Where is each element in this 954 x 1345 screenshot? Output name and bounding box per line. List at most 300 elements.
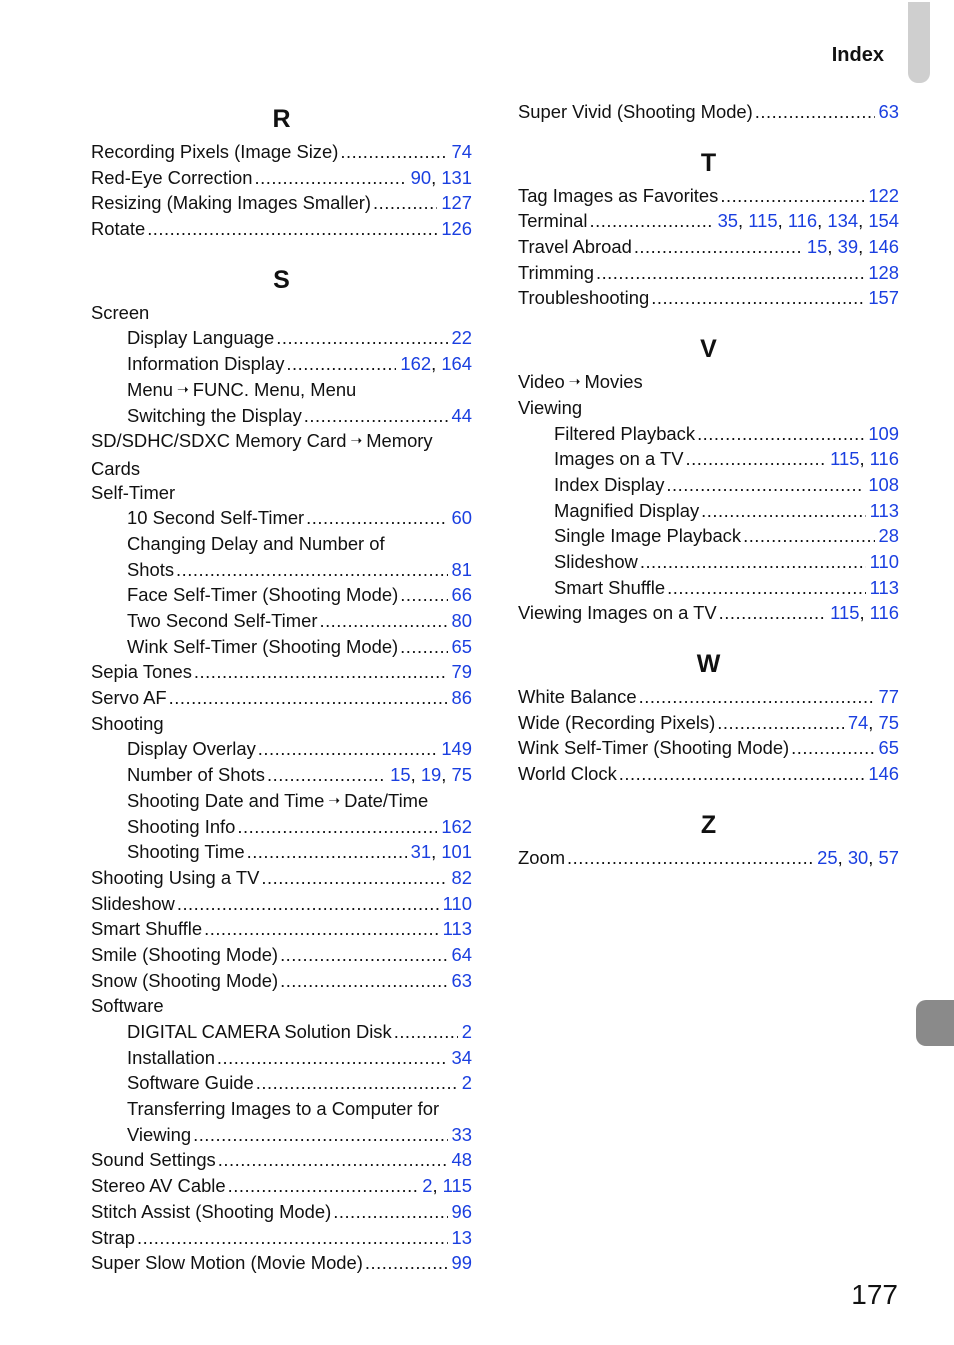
leader-dots (719, 600, 826, 626)
entry-label: Shooting Time (127, 841, 245, 863)
entry-label: Red-Eye Correction (91, 166, 253, 188)
entry-label: Super Vivid (Shooting Mode) (518, 101, 753, 122)
index-subentry (518, 472, 899, 498)
entry-label: Servo AF (91, 687, 167, 709)
page-refs (462, 1070, 472, 1096)
index-entry (91, 659, 472, 685)
index-entry (518, 710, 899, 736)
page-link[interactable]: 99 (451, 1252, 472, 1274)
entry-label: Strap (91, 1226, 135, 1248)
leader-dots (667, 575, 866, 601)
index-subentry (91, 351, 472, 377)
entry-label: Face Self-Timer (Shooting Mode) (127, 584, 399, 606)
entry-label: Smart Shuffle (554, 576, 666, 598)
leader-dots (567, 845, 813, 871)
page-refs (452, 659, 472, 685)
index-subentry (91, 582, 472, 608)
page-link[interactable]: 79 (451, 661, 472, 683)
page-link[interactable]: 162 (400, 353, 432, 375)
section-letter: T (700, 148, 717, 177)
page-link[interactable]: 33 (451, 1123, 472, 1145)
page-link[interactable]: 115 (830, 602, 860, 624)
page-link[interactable]: 30 (847, 846, 869, 868)
xref-target: Movies (584, 371, 643, 393)
page-separator: , (431, 353, 442, 375)
page-refs (848, 710, 899, 736)
leader-dots (394, 1019, 458, 1045)
entry-label: Single Image Playback (554, 525, 742, 547)
entry-label: Wink Self-Timer (Shooting Mode) (127, 635, 399, 657)
arrow-right-icon: ➝ (568, 373, 581, 390)
entry-label: Viewing Images on a TV (518, 602, 717, 624)
entry-label: Installation (127, 1046, 215, 1068)
index-entry (518, 285, 899, 311)
leader-dots (218, 1147, 448, 1173)
entry-label: Zoom (518, 846, 566, 868)
index-heading: Screen (91, 301, 150, 323)
entry-label: Switching the Display (127, 404, 302, 426)
entry-label: Sound Settings (91, 1149, 216, 1171)
page-link[interactable]: 115 (830, 448, 860, 470)
section-letter: Z (700, 810, 717, 839)
page-refs (452, 403, 472, 429)
page-link[interactable]: 31 (410, 841, 432, 863)
index-entry (518, 208, 899, 234)
entry-label: Slideshow (554, 550, 638, 572)
page-link[interactable]: 82 (451, 866, 472, 888)
page-link[interactable]: 66 (451, 584, 472, 606)
entry-label: Smile (Shooting Mode) (91, 943, 279, 965)
page-separator: , (777, 210, 788, 232)
index-heading: Self-Timer (91, 481, 176, 503)
page-link[interactable]: 127 (441, 192, 472, 214)
page-link[interactable]: 13 (451, 1226, 472, 1248)
page-refs (452, 1147, 472, 1173)
leader-dots (147, 216, 437, 242)
page-refs (868, 285, 899, 311)
page-refs (441, 190, 472, 216)
chapter-tab-top (908, 2, 930, 83)
entry-label: Magnified Display (554, 499, 700, 521)
leader-dots (743, 523, 874, 549)
leader-dots (697, 421, 864, 447)
page-link[interactable]: 2 (461, 1072, 472, 1094)
leader-dots (373, 190, 437, 216)
page-refs (443, 891, 472, 917)
entry-label: Sepia Tones (91, 661, 192, 683)
leader-dots (720, 183, 864, 209)
xref-label: Shooting Date and Time (127, 789, 325, 811)
entry-label: Shooting Using a TV (91, 866, 260, 888)
index-entry (91, 865, 472, 891)
index-subentry (91, 1070, 472, 1096)
page-link[interactable]: 113 (442, 918, 472, 940)
entry-label: Tag Images as Favorites (518, 184, 719, 206)
index-subentry (91, 505, 472, 531)
page-link[interactable]: 134 (827, 210, 859, 232)
xref-label: Menu (127, 378, 174, 400)
index-entry (518, 260, 899, 286)
page-link[interactable]: 15 (806, 236, 828, 258)
index-subentry (91, 403, 472, 429)
page-refs (868, 421, 899, 447)
index-subentry (91, 608, 472, 634)
leader-dots (640, 549, 866, 575)
entry-label: Troubleshooting (518, 287, 650, 309)
leader-dots (280, 968, 447, 994)
page-link[interactable]: 60 (451, 507, 472, 529)
page-refs (452, 557, 472, 583)
index-entry (91, 1199, 472, 1225)
arrow-right-icon: ➝ (350, 432, 363, 449)
page-separator: , (827, 236, 838, 258)
cross-reference (91, 377, 472, 403)
page-link[interactable]: 64 (451, 943, 472, 965)
page-link[interactable]: 74 (847, 711, 869, 733)
page-link[interactable]: 131 (441, 166, 472, 188)
page-refs (452, 608, 472, 634)
leader-dots (400, 634, 447, 660)
section-letter: V (700, 335, 717, 364)
page-link[interactable]: 15 (390, 764, 411, 786)
page-link[interactable]: 101 (441, 841, 472, 863)
page-link[interactable]: 116 (787, 210, 818, 232)
leader-dots (319, 608, 447, 634)
page-link[interactable]: 65 (451, 635, 472, 657)
page-link[interactable]: 74 (451, 141, 472, 162)
entry-label: Rotate (91, 218, 146, 240)
page-refs (868, 183, 899, 209)
page-refs (870, 498, 899, 524)
page-link[interactable]: 149 (441, 738, 472, 760)
xref-label: Video (518, 371, 565, 393)
index-entry (91, 968, 472, 994)
entry-label: Snow (Shooting Mode) (91, 969, 279, 991)
entry-label: DIGITAL CAMERA Solution Disk (127, 1021, 392, 1043)
section-spacer (518, 311, 899, 329)
page-link[interactable]: 122 (868, 184, 899, 206)
page-separator: , (837, 846, 848, 868)
index-entry (91, 1250, 472, 1276)
entry-label: Travel Abroad (518, 236, 632, 258)
index-heading: Shooting (91, 712, 164, 734)
page-refs (452, 1199, 472, 1225)
page-refs (411, 839, 472, 865)
page-link[interactable]: 157 (868, 287, 899, 309)
entry-label: Trimming (518, 261, 594, 283)
leader-dots (651, 285, 864, 311)
index-entry (91, 165, 472, 191)
page-refs (452, 685, 472, 711)
page-link[interactable]: 25 (817, 846, 838, 868)
leader-dots (340, 139, 447, 165)
section-spacer (518, 626, 899, 644)
page-separator: , (868, 711, 879, 733)
page-refs (879, 735, 899, 761)
page-refs (807, 234, 899, 260)
page-link[interactable]: 116 (869, 448, 899, 470)
page-link[interactable]: 2 (461, 1021, 472, 1043)
page-link[interactable]: 22 (451, 327, 472, 349)
entry-label: World Clock (518, 763, 617, 785)
page-refs (817, 845, 899, 871)
page-link[interactable]: 48 (451, 1149, 472, 1171)
page-link[interactable]: 75 (878, 711, 899, 733)
index-subentry (91, 1122, 472, 1148)
entry-label: Display Language (127, 327, 275, 349)
entry-label: Slideshow (91, 892, 175, 914)
page-link[interactable]: 109 (868, 422, 899, 444)
section-spacer (91, 242, 472, 260)
page-separator: , (441, 764, 452, 786)
page-separator: , (431, 166, 442, 188)
page-separator: , (858, 210, 869, 232)
index-entry (518, 845, 899, 871)
entry-label: Recording Pixels (Image Size) (91, 141, 339, 162)
index-entry (91, 1173, 472, 1199)
leader-dots (237, 814, 437, 840)
page-link[interactable]: 80 (451, 610, 472, 632)
index-entry (91, 685, 472, 711)
entry-label: Filtered Playback (554, 422, 696, 444)
page-link[interactable]: 63 (878, 101, 899, 122)
page-refs (452, 968, 472, 994)
page-separator: , (858, 236, 869, 258)
leader-dots (177, 891, 439, 917)
leader-dots (590, 208, 714, 234)
page-refs (830, 600, 899, 626)
leader-dots (286, 351, 396, 377)
index-entry (91, 139, 472, 165)
index-entry (518, 761, 899, 787)
index-column-left (91, 99, 472, 1276)
section-letter: W (696, 650, 721, 678)
page-link[interactable]: 90 (410, 166, 432, 188)
page-link[interactable]: 2 (422, 1175, 433, 1197)
page-link[interactable]: 115 (748, 210, 778, 232)
index-subentry (518, 523, 899, 549)
entry-label: Wide (Recording Pixels) (518, 711, 716, 733)
page-link[interactable]: 110 (442, 892, 472, 914)
section-letter: S (273, 265, 290, 294)
page-link[interactable]: 108 (868, 473, 899, 495)
page-link[interactable]: 81 (451, 558, 472, 580)
page-link[interactable]: 57 (878, 846, 899, 868)
page-link[interactable]: 77 (878, 686, 899, 707)
index-subheading: Transferring Images to a Computer for (127, 1098, 440, 1120)
index-entry (91, 216, 472, 242)
page-refs (452, 139, 472, 165)
index-subentry (91, 1045, 472, 1071)
page-refs (879, 99, 899, 125)
leader-dots (176, 557, 448, 583)
page-link[interactable]: 110 (869, 550, 899, 572)
leader-dots (701, 498, 866, 524)
entry-label: Display Overlay (127, 738, 256, 760)
page-link[interactable]: 75 (451, 764, 472, 786)
index-subentry (91, 634, 472, 660)
section-spacer (518, 787, 899, 805)
page-link[interactable]: 65 (878, 737, 899, 759)
index-subheading: Changing Delay and Number of (127, 532, 385, 554)
page-link[interactable]: 34 (451, 1046, 472, 1068)
entry-label: Number of Shots (127, 764, 265, 786)
xref-target: Memory Cards (91, 430, 433, 479)
page-link[interactable]: 162 (441, 815, 472, 837)
entry-label: Information Display (127, 353, 285, 375)
index-subentry (91, 762, 472, 788)
page-refs (441, 216, 472, 242)
index-entry (518, 183, 899, 209)
index-entry (518, 99, 899, 125)
entry-label: Shooting Info (127, 815, 236, 837)
page-link[interactable]: 63 (451, 969, 472, 991)
index-entry (91, 891, 472, 917)
entry-label: Stitch Assist (Shooting Mode) (91, 1200, 332, 1222)
page-refs (452, 1225, 472, 1251)
entry-label: Software Guide (127, 1072, 254, 1094)
page-refs (868, 260, 899, 286)
page-refs (462, 1019, 472, 1045)
page-link[interactable]: 44 (451, 404, 472, 426)
index-entry (91, 916, 472, 942)
page-link[interactable]: 113 (869, 576, 899, 598)
entry-label: Stereo AV Cable (91, 1175, 226, 1197)
page-refs (452, 1250, 472, 1276)
page-separator: , (738, 210, 749, 232)
index-entry (518, 600, 899, 626)
leader-dots (666, 472, 864, 498)
index-entry (518, 735, 899, 761)
index-entry (91, 942, 472, 968)
page-separator: , (859, 448, 870, 470)
page-link[interactable]: 146 (868, 763, 899, 785)
page-link[interactable]: 86 (451, 687, 472, 709)
leader-dots (280, 942, 447, 968)
page-link[interactable]: 116 (869, 602, 899, 624)
leader-dots (255, 165, 407, 191)
leader-dots (204, 916, 439, 942)
page-refs (452, 1122, 472, 1148)
entry-label: Super Slow Motion (Movie Mode) (91, 1252, 363, 1274)
page-separator: , (432, 1175, 443, 1197)
page-refs (390, 762, 472, 788)
leader-dots (169, 685, 448, 711)
page-link[interactable]: 164 (441, 353, 472, 375)
leader-dots (755, 99, 875, 125)
index-subentry (518, 446, 899, 472)
leader-dots (686, 446, 827, 472)
cross-reference (91, 788, 472, 814)
chapter-tab-side (916, 1000, 954, 1046)
page-link[interactable]: 154 (868, 210, 899, 232)
page-refs (422, 1173, 472, 1199)
index-entry (518, 684, 899, 710)
page-link[interactable]: 126 (441, 218, 472, 240)
leader-dots (306, 505, 447, 531)
cross-reference (518, 369, 899, 395)
page-separator: , (431, 841, 442, 863)
arrow-right-icon: ➝ (177, 380, 189, 397)
page-refs (830, 446, 899, 472)
leader-dots (194, 659, 448, 685)
page-link[interactable]: 35 (717, 210, 739, 232)
page-link[interactable]: 115 (442, 1175, 472, 1197)
page-refs (443, 916, 472, 942)
page-separator: , (868, 846, 879, 868)
page-link[interactable]: 113 (869, 499, 899, 521)
xref-target: Date/Time (344, 789, 429, 811)
page-link[interactable]: 146 (868, 236, 899, 258)
index-subentry (518, 498, 899, 524)
leader-dots (619, 761, 865, 787)
arrow-right-icon: ➝ (328, 791, 341, 808)
entry-label: Two Second Self-Timer (127, 610, 318, 632)
page-refs (879, 684, 899, 710)
page-refs (868, 472, 899, 498)
page-refs (441, 814, 472, 840)
index-subentry (91, 839, 472, 865)
xref-target: FUNC. Menu, Menu (192, 378, 357, 400)
page-refs (452, 325, 472, 351)
page-link[interactable]: 96 (451, 1200, 472, 1222)
entry-label: Shots (127, 558, 175, 580)
leader-dots (261, 865, 447, 891)
page-link[interactable]: 39 (837, 236, 859, 258)
entry-label: 10 Second Self-Timer (127, 507, 305, 529)
index-subentry (91, 557, 472, 583)
index-entry (518, 234, 899, 260)
index-subentry (518, 421, 899, 447)
page-refs (452, 942, 472, 968)
leader-dots (791, 735, 874, 761)
page-refs (452, 505, 472, 531)
leader-dots (717, 710, 844, 736)
entry-label: White Balance (518, 686, 637, 707)
page-separator: , (817, 210, 828, 232)
page-refs (400, 351, 472, 377)
entry-label: Smart Shuffle (91, 918, 203, 940)
leader-dots (276, 325, 447, 351)
entry-label: Viewing (127, 1123, 192, 1145)
leader-dots (365, 1250, 448, 1276)
leader-dots (217, 1045, 448, 1071)
leader-dots (304, 403, 448, 429)
page-link[interactable]: 19 (420, 764, 442, 786)
leader-dots (137, 1225, 448, 1251)
leader-dots (400, 582, 447, 608)
page-refs (870, 575, 899, 601)
page-refs (452, 1045, 472, 1071)
page-number: 177 (851, 1279, 898, 1310)
page-refs (452, 865, 472, 891)
index-subentry (518, 549, 899, 575)
page-separator: , (410, 764, 421, 786)
section-letter: R (272, 105, 291, 133)
page-link[interactable]: 28 (878, 525, 899, 547)
index-entry (91, 1147, 472, 1173)
index-entry (91, 190, 472, 216)
index-subentry (518, 575, 899, 601)
page-refs (411, 165, 472, 191)
page-link[interactable]: 128 (868, 261, 899, 283)
page-separator: , (859, 602, 870, 624)
page-refs (441, 736, 472, 762)
index-subentry (91, 1019, 472, 1045)
section-spacer (518, 125, 899, 143)
page-refs (452, 582, 472, 608)
index-subentry (91, 814, 472, 840)
